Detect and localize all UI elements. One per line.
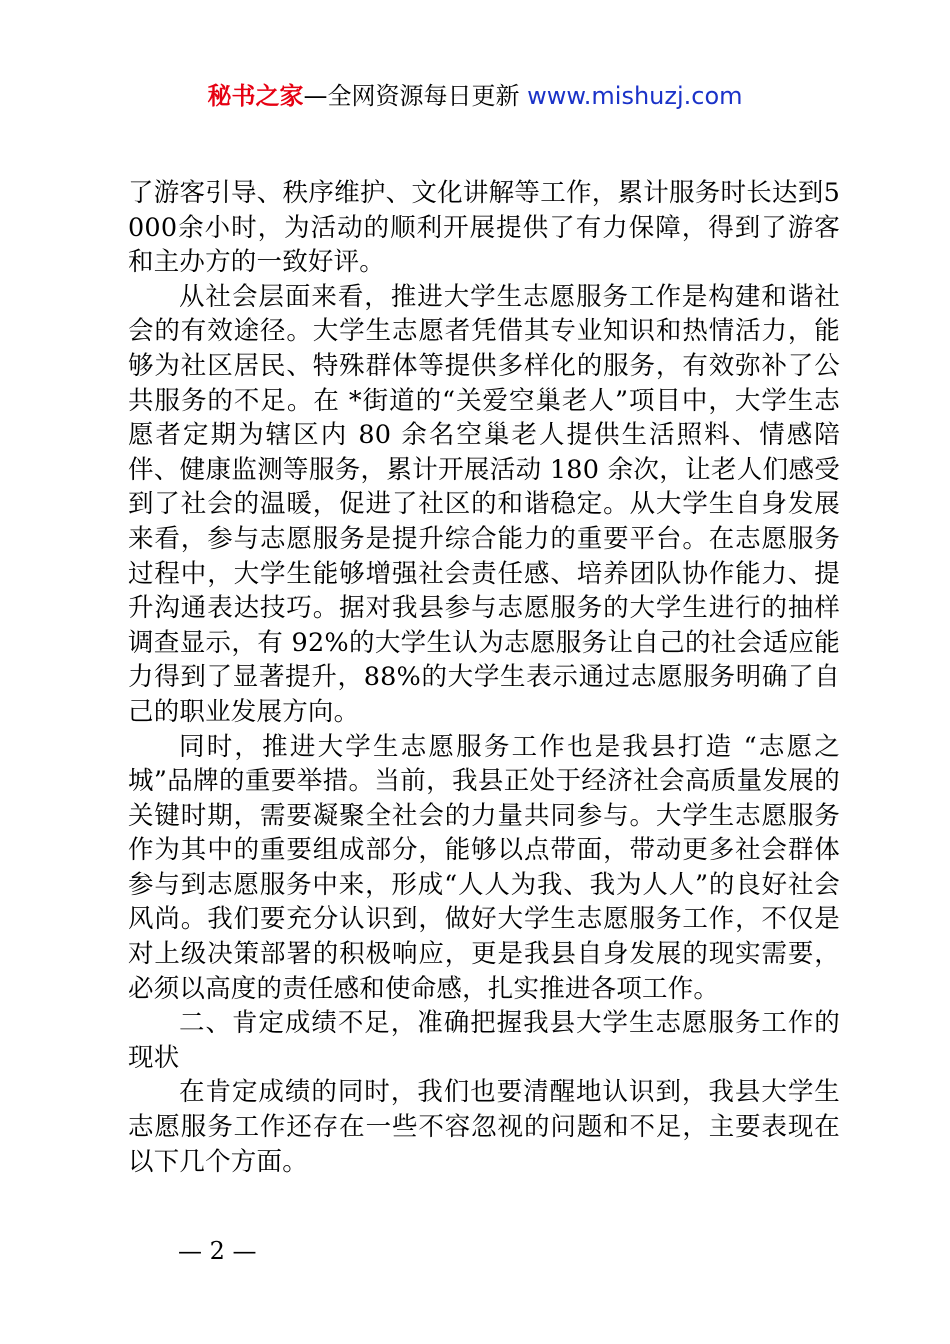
header-url[interactable]: www.mishuzj.com <box>527 82 743 110</box>
header-brand: 秘书之家 <box>207 82 304 110</box>
paragraph-continuation: 了游客引导、秩序维护、文化讲解等工作，累计服务时长达到5000余小时，为活动的顺利开展提供了有力保障，得到了游客和主办方的一致好评。 <box>128 178 840 278</box>
paragraph-shortcomings: 在肯定成绩的同时，我们也要清醒地认识到，我县大学生志愿服务工作还存在一些不容忽视的问题和不足，主要表现在以下几个方面。 <box>128 1077 840 1177</box>
section-heading-2: 二、肯定成绩不足，准确把握我县大学生志愿服务工作的现状 <box>128 1008 840 1073</box>
site-header <box>0 80 950 112</box>
paragraph-social-level: 从社会层面来看，推进大学生志愿服务工作是构建和谐社会的有效途径。大学生志愿者凭借其专业知识和热情活力，能够为社区居民、特殊群体等提供多样化的服务，有效弥补了公共服务的不足。在 *街道的“关爱空巢老人”项目中，大学生志愿者定期为辖区内 80 余名空巢老人提供生活照料、情感陪伴、健康监测等服务，累计开展活动 180 余次，让老人们感受到了社会的温暖，促进了社区的和谐稳定。从大学生自身发展来看，参与志愿服务是提升综合能力的重要平台。在志愿服务过程中，大学生能够增强社会责任感、培养团队协作能力、提升沟通表达技巧。据对我县参与志愿服务的大学生进行的抽样调查显示，有 92%的大学生认为志愿服务让自己的社会适应能力得到了显著提升，88%的大学生表示通过志愿服务明确了自己的职业发展方向。 <box>128 281 840 727</box>
page-number: — 2 — <box>178 1237 257 1265</box>
header-tagline: —全网资源每日更新 <box>303 82 520 110</box>
document-body <box>128 176 840 1179</box>
paragraph-volunteer-city: 同时，推进大学生志愿服务工作也是我县打造 “志愿之城”品牌的重要举措。当前，我县正处于经济社会高质量发展的关键时期，需要凝聚全社会的力量共同参与。大学生志愿服务作为其中的重要组成部分，能够以点带面，带动更多社会群体参与到志愿服务中来，形成“人人为我、我为人人”的良好社会风尚。我们要充分认识到，做好大学生志愿服务工作，不仅是对上级决策部署的积极响应，更是我县自身发展的现实需要，必须以高度的责任感和使命感，扎实推进各项工作。 <box>128 731 840 1004</box>
